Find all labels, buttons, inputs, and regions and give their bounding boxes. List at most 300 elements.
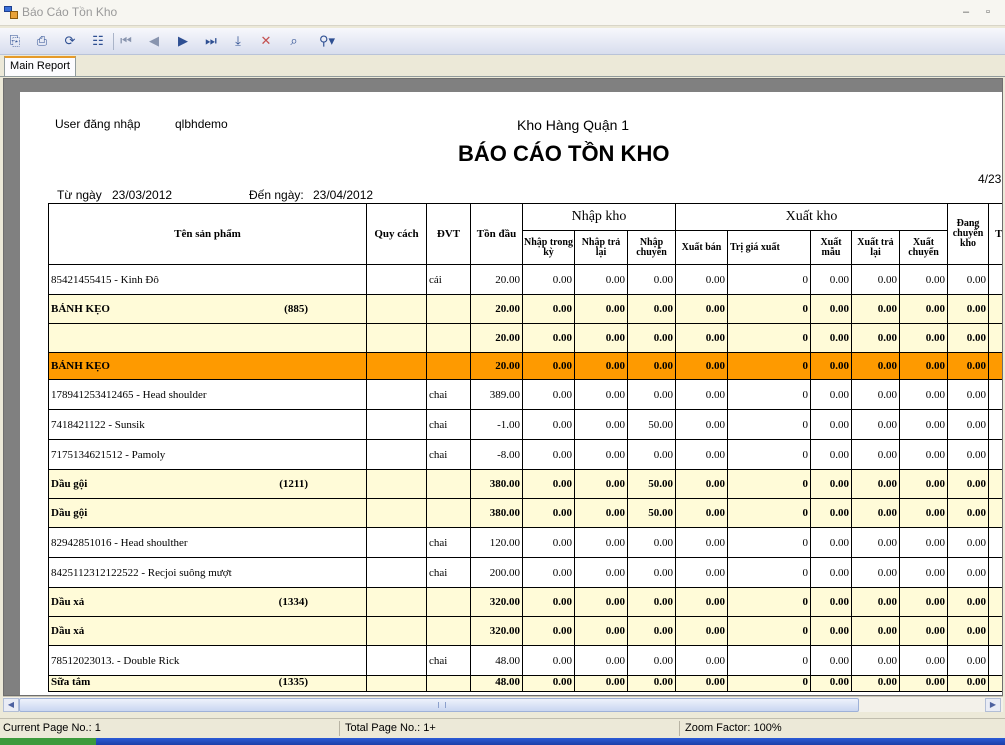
- product-name: Sữa tắm: [51, 676, 91, 688]
- cell-spec: [367, 499, 427, 528]
- scroll-right-button[interactable]: [985, 698, 1001, 712]
- cell-exp-sale: 0.00: [676, 558, 728, 588]
- export-icon: ⎘: [9, 33, 21, 48]
- cell-transit: 0.00: [948, 380, 989, 410]
- first-page-button[interactable]: [115, 31, 137, 51]
- scroll-thumb[interactable]: [19, 698, 859, 712]
- stop-button[interactable]: [255, 31, 277, 51]
- header-export-group: Xuất kho: [676, 204, 948, 231]
- group-code: (885): [284, 303, 308, 315]
- cell-cut-off: [989, 646, 1004, 676]
- table-row: [49, 646, 1004, 676]
- cell-exp-sale: 0.00: [676, 588, 728, 617]
- print-date: 4/23: [978, 172, 1002, 186]
- current-page-status: Current Page No.: 1: [3, 722, 101, 734]
- cell-unit: [427, 470, 471, 499]
- cell-exp-sale: 0.00: [676, 676, 728, 692]
- cell-imp-period: 0.00: [523, 470, 575, 499]
- cell-exp-transfer: 0.00: [900, 470, 948, 499]
- cell-opening: 48.00: [471, 646, 523, 676]
- cell-exp-value: 0: [728, 295, 811, 324]
- cell-imp-transfer: 0.00: [628, 295, 676, 324]
- cell-transit: 0.00: [948, 295, 989, 324]
- cell-spec: [367, 324, 427, 353]
- cell-transit: 0.00: [948, 440, 989, 470]
- header-in-transit: Đang chuyển kho: [948, 204, 989, 265]
- cell-imp-period: 0.00: [523, 380, 575, 410]
- cell-unit: chai: [427, 410, 471, 440]
- cell-cut-off: [989, 470, 1004, 499]
- cell-exp-value: 0: [728, 324, 811, 353]
- cell-exp-transfer: 0.00: [900, 528, 948, 558]
- report-viewer[interactable]: [3, 78, 1003, 696]
- cell-exp-sample: 0.00: [811, 353, 852, 380]
- header-import-in-period: Nhập trong kỳ: [523, 231, 575, 265]
- grip-icon: [438, 702, 446, 708]
- cell-opening: 389.00: [471, 380, 523, 410]
- cell-unit: [427, 676, 471, 692]
- cell-spec: [367, 617, 427, 646]
- cell-exp-return: 0.00: [852, 410, 900, 440]
- search-icon: ⌕: [290, 33, 298, 48]
- cell-unit: chai: [427, 528, 471, 558]
- cell-exp-value: 0: [728, 440, 811, 470]
- cell-imp-return: 0.00: [575, 676, 628, 692]
- product-name: 7418421122 - Sunsik: [51, 418, 145, 431]
- print-button[interactable]: [31, 31, 53, 51]
- total-page-status: Total Page No.: 1+: [345, 722, 436, 734]
- cell-exp-transfer: 0.00: [900, 588, 948, 617]
- cell-exp-sample: 0.00: [811, 528, 852, 558]
- cell-unit: [427, 617, 471, 646]
- table-row: [49, 380, 1004, 410]
- taskbar: [0, 738, 1005, 745]
- cell-exp-transfer: 0.00: [900, 265, 948, 295]
- cell-cut-off: [989, 499, 1004, 528]
- cell-imp-period: 0.00: [523, 440, 575, 470]
- app-icon: [4, 6, 18, 19]
- cell-opening: 20.00: [471, 265, 523, 295]
- cell-imp-period: 0.00: [523, 676, 575, 692]
- cell-exp-value: 0: [728, 380, 811, 410]
- cell-transit: 0.00: [948, 353, 989, 380]
- cell-exp-value: 0: [728, 353, 811, 380]
- cell-product-name: [49, 380, 367, 410]
- cell-spec: [367, 558, 427, 588]
- cell-imp-return: 0.00: [575, 440, 628, 470]
- cell-exp-return: 0.00: [852, 558, 900, 588]
- cell-product-name: [49, 265, 367, 295]
- group-code: (1334): [278, 596, 308, 608]
- table-row: [49, 528, 1004, 558]
- cell-imp-transfer: 0.00: [628, 617, 676, 646]
- product-name: 8425112312122522 - Recjoi suông mượt: [51, 566, 232, 579]
- cell-cut-off: [989, 380, 1004, 410]
- cell-product-name: [49, 528, 367, 558]
- store-name: Kho Hàng Quận 1: [517, 117, 630, 133]
- header-import-group: Nhập kho: [523, 204, 676, 231]
- title-bar: [0, 0, 1005, 26]
- cell-cut-off: [989, 558, 1004, 588]
- cell-imp-period: 0.00: [523, 558, 575, 588]
- cell-imp-transfer: 0.00: [628, 353, 676, 380]
- report-title: BÁO CÁO TỒN KHO: [458, 141, 670, 166]
- cell-exp-sale: 0.00: [676, 410, 728, 440]
- print-icon: ⎙: [36, 33, 48, 48]
- cell-opening: 200.00: [471, 558, 523, 588]
- window-title: Báo Cáo Tồn Kho: [22, 5, 118, 19]
- zoom-dropdown[interactable]: [311, 31, 343, 51]
- zoom-icon: ⚲▾: [318, 33, 336, 48]
- cell-product-name: [49, 410, 367, 440]
- cell-exp-return: 0.00: [852, 588, 900, 617]
- cell-exp-sample: 0.00: [811, 380, 852, 410]
- cell-unit: chai: [427, 558, 471, 588]
- cell-imp-return: 0.00: [575, 588, 628, 617]
- search-button[interactable]: [283, 31, 305, 51]
- group-code: (1335): [278, 676, 308, 688]
- cell-imp-transfer: 0.00: [628, 588, 676, 617]
- cell-imp-period: 0.00: [523, 646, 575, 676]
- cell-exp-value: 0: [728, 617, 811, 646]
- cell-exp-return: 0.00: [852, 617, 900, 646]
- cell-exp-sample: 0.00: [811, 617, 852, 646]
- cell-product-name: [49, 470, 367, 499]
- cell-imp-transfer: 0.00: [628, 265, 676, 295]
- cell-unit: chai: [427, 646, 471, 676]
- cell-opening: -8.00: [471, 440, 523, 470]
- table-row: [49, 410, 1004, 440]
- cell-exp-return: 0.00: [852, 440, 900, 470]
- cell-exp-transfer: 0.00: [900, 676, 948, 692]
- cell-opening: 48.00: [471, 676, 523, 692]
- cell-imp-transfer: 0.00: [628, 558, 676, 588]
- cell-exp-value: 0: [728, 558, 811, 588]
- product-name: BÁNH KẸO: [51, 360, 110, 372]
- next-page-button[interactable]: [172, 31, 194, 51]
- cell-transit: 0.00: [948, 324, 989, 353]
- cell-product-name: [49, 676, 367, 692]
- header-export-sample: Xuất mẫu: [811, 231, 852, 265]
- cell-exp-sale: 0.00: [676, 324, 728, 353]
- cell-cut-off: [989, 353, 1004, 380]
- cell-cut-off: [989, 410, 1004, 440]
- header-export-return: Xuất trả lại: [852, 231, 900, 265]
- cell-transit: 0.00: [948, 646, 989, 676]
- previous-page-icon: ◀: [149, 33, 159, 48]
- cell-cut-off: [989, 676, 1004, 692]
- cell-exp-transfer: 0.00: [900, 440, 948, 470]
- previous-page-button[interactable]: [143, 31, 165, 51]
- cell-exp-sale: 0.00: [676, 380, 728, 410]
- cell-product-name: [49, 324, 367, 353]
- cell-exp-transfer: 0.00: [900, 499, 948, 528]
- cell-opening: 380.00: [471, 470, 523, 499]
- refresh-icon: ⟳: [64, 33, 76, 48]
- cell-transit: 0.00: [948, 265, 989, 295]
- product-name: 85421455415 - Kinh Đô: [51, 273, 159, 286]
- cell-product-name: [49, 646, 367, 676]
- cell-exp-transfer: 0.00: [900, 324, 948, 353]
- cell-exp-sample: 0.00: [811, 558, 852, 588]
- cell-exp-sample: 0.00: [811, 324, 852, 353]
- tab-main-report[interactable]: Main Report: [4, 56, 76, 77]
- cell-imp-period: 0.00: [523, 410, 575, 440]
- product-name: 178941253412465 - Head shoulder: [51, 388, 207, 401]
- cell-unit: cái: [427, 265, 471, 295]
- cell-imp-transfer: 50.00: [628, 499, 676, 528]
- cell-exp-sale: 0.00: [676, 646, 728, 676]
- arrow-left-icon: ◀: [7, 700, 15, 709]
- to-date-value: 23/04/2012: [313, 188, 374, 202]
- cell-exp-sale: 0.00: [676, 499, 728, 528]
- cell-opening: -1.00: [471, 410, 523, 440]
- cell-exp-return: 0.00: [852, 265, 900, 295]
- cell-exp-value: 0: [728, 410, 811, 440]
- stop-icon: ✕: [260, 33, 272, 48]
- header-export-sale: Xuất bán: [676, 231, 728, 265]
- cell-imp-period: 0.00: [523, 295, 575, 324]
- cell-spec: [367, 646, 427, 676]
- cell-exp-return: 0.00: [852, 499, 900, 528]
- group-tree-icon: ☷: [92, 33, 104, 48]
- cell-unit: chai: [427, 440, 471, 470]
- scroll-left-button[interactable]: [3, 698, 19, 712]
- cell-cut-off: [989, 588, 1004, 617]
- cell-exp-sample: 0.00: [811, 646, 852, 676]
- subtotal-row: [49, 499, 1004, 528]
- cell-exp-sample: 0.00: [811, 470, 852, 499]
- cell-imp-return: 0.00: [575, 617, 628, 646]
- cell-cut-off: [989, 617, 1004, 646]
- report-page: [20, 92, 1003, 696]
- cell-exp-return: 0.00: [852, 470, 900, 499]
- product-name: Dầu xả: [51, 596, 85, 608]
- horizontal-scrollbar[interactable]: [3, 696, 1003, 712]
- cell-spec: [367, 380, 427, 410]
- table-row: [49, 265, 1004, 295]
- cell-imp-return: 0.00: [575, 499, 628, 528]
- cell-transit: 0.00: [948, 528, 989, 558]
- product-name: 78512023013. - Double Rick: [51, 654, 180, 667]
- cell-exp-sample: 0.00: [811, 440, 852, 470]
- cell-transit: 0.00: [948, 558, 989, 588]
- goto-page-icon: ⤓: [235, 33, 241, 48]
- cell-imp-transfer: 50.00: [628, 410, 676, 440]
- cell-exp-return: 0.00: [852, 528, 900, 558]
- header-spec: Quy cách: [367, 204, 427, 265]
- arrow-right-icon: ▶: [989, 700, 997, 709]
- cell-imp-return: 0.00: [575, 353, 628, 380]
- cell-exp-value: 0: [728, 265, 811, 295]
- cell-exp-value: 0: [728, 676, 811, 692]
- cell-imp-transfer: 0.00: [628, 676, 676, 692]
- header-import-transfer: Nhập chuyển: [628, 231, 676, 265]
- cell-imp-period: 0.00: [523, 353, 575, 380]
- cell-unit: [427, 588, 471, 617]
- cell-exp-sample: 0.00: [811, 265, 852, 295]
- subtotal-row: [49, 295, 1004, 324]
- cell-opening: 320.00: [471, 588, 523, 617]
- subtotal-row: [49, 324, 1004, 353]
- header-export-transfer: Xuất chuyển: [900, 231, 948, 265]
- refresh-button[interactable]: [59, 31, 81, 51]
- header-unit: ĐVT: [427, 204, 471, 265]
- cell-spec: [367, 588, 427, 617]
- cell-imp-period: 0.00: [523, 499, 575, 528]
- minimize-button[interactable]: –: [962, 6, 970, 18]
- cell-opening: 320.00: [471, 617, 523, 646]
- zoom-status: Zoom Factor: 100%: [685, 722, 782, 734]
- cell-transit: 0.00: [948, 499, 989, 528]
- cell-spec: [367, 676, 427, 692]
- last-page-icon: ⏭: [205, 33, 217, 48]
- from-date-label: Từ ngày: [57, 188, 102, 202]
- cell-exp-sale: 0.00: [676, 265, 728, 295]
- cell-opening: 20.00: [471, 353, 523, 380]
- cell-exp-sample: 0.00: [811, 499, 852, 528]
- cell-spec: [367, 470, 427, 499]
- from-date-value: 23/03/2012: [112, 188, 173, 202]
- table-row: [49, 440, 1004, 470]
- product-name: Dầu gội: [51, 478, 88, 490]
- product-name: Dầu xả: [51, 625, 85, 637]
- header-cut-off: T: [989, 204, 1004, 265]
- cell-unit: [427, 295, 471, 324]
- cell-opening: 380.00: [471, 499, 523, 528]
- cell-exp-return: 0.00: [852, 646, 900, 676]
- group-code: (1211): [279, 478, 308, 490]
- cell-exp-value: 0: [728, 588, 811, 617]
- cell-imp-return: 0.00: [575, 380, 628, 410]
- cell-exp-transfer: 0.00: [900, 380, 948, 410]
- cell-opening: 20.00: [471, 324, 523, 353]
- last-page-button[interactable]: [200, 31, 222, 51]
- cell-imp-return: 0.00: [575, 528, 628, 558]
- cell-product-name: [49, 558, 367, 588]
- cell-unit: [427, 353, 471, 380]
- cell-exp-value: 0: [728, 470, 811, 499]
- subtotal-row: [49, 676, 1004, 692]
- cell-imp-transfer: 0.00: [628, 646, 676, 676]
- cell-imp-return: 0.00: [575, 265, 628, 295]
- cell-exp-value: 0: [728, 499, 811, 528]
- cell-product-name: [49, 499, 367, 528]
- cell-product-name: [49, 353, 367, 380]
- report-tabs: [0, 55, 1005, 77]
- cell-imp-period: 0.00: [523, 617, 575, 646]
- cell-opening: 20.00: [471, 295, 523, 324]
- cell-imp-transfer: 0.00: [628, 380, 676, 410]
- cell-exp-transfer: 0.00: [900, 558, 948, 588]
- cell-spec: [367, 265, 427, 295]
- product-name: BÁNH KẸO: [51, 303, 110, 315]
- cell-exp-transfer: 0.00: [900, 646, 948, 676]
- cell-exp-transfer: 0.00: [900, 295, 948, 324]
- header-export-value: Trị giá xuất: [728, 231, 811, 265]
- group-tree-button[interactable]: [87, 31, 109, 51]
- cell-transit: 0.00: [948, 588, 989, 617]
- cell-imp-return: 0.00: [575, 470, 628, 499]
- cell-imp-period: 0.00: [523, 324, 575, 353]
- cell-product-name: [49, 295, 367, 324]
- first-page-icon: ⏮: [120, 33, 132, 48]
- product-name: 7175134621512 - Pamoly: [51, 448, 166, 461]
- cell-exp-sample: 0.00: [811, 588, 852, 617]
- cell-spec: [367, 353, 427, 380]
- start-button[interactable]: [0, 738, 96, 745]
- cell-exp-transfer: 0.00: [900, 617, 948, 646]
- cell-spec: [367, 410, 427, 440]
- to-date-label: Đến ngày:: [249, 188, 304, 202]
- cell-unit: [427, 324, 471, 353]
- subtotal-row: [49, 588, 1004, 617]
- cell-imp-return: 0.00: [575, 295, 628, 324]
- cell-exp-sample: 0.00: [811, 676, 852, 692]
- cell-product-name: [49, 588, 367, 617]
- cell-exp-value: 0: [728, 528, 811, 558]
- tab-divider: [0, 76, 1005, 77]
- cell-spec: [367, 295, 427, 324]
- cell-imp-period: 0.00: [523, 588, 575, 617]
- cell-imp-transfer: 0.00: [628, 440, 676, 470]
- cell-exp-return: 0.00: [852, 676, 900, 692]
- cell-exp-sample: 0.00: [811, 295, 852, 324]
- cell-cut-off: [989, 295, 1004, 324]
- goto-page-button[interactable]: [227, 31, 249, 51]
- status-bar: [0, 718, 1005, 737]
- cell-exp-sample: 0.00: [811, 410, 852, 440]
- cell-exp-transfer: 0.00: [900, 353, 948, 380]
- cell-exp-sale: 0.00: [676, 470, 728, 499]
- maximize-button[interactable]: ▫: [986, 6, 990, 18]
- cell-exp-value: 0: [728, 646, 811, 676]
- cell-transit: 0.00: [948, 617, 989, 646]
- cell-product-name: [49, 440, 367, 470]
- cell-exp-return: 0.00: [852, 295, 900, 324]
- cell-cut-off: [989, 528, 1004, 558]
- cell-exp-sale: 0.00: [676, 528, 728, 558]
- user-label: User đăng nhập: [55, 117, 141, 131]
- cell-exp-sale: 0.00: [676, 295, 728, 324]
- cell-transit: 0.00: [948, 676, 989, 692]
- cell-exp-sale: 0.00: [676, 617, 728, 646]
- cell-exp-return: 0.00: [852, 324, 900, 353]
- product-name: 82942851016 - Head shoulther: [51, 536, 188, 549]
- table-row: [49, 558, 1004, 588]
- next-page-icon: ▶: [178, 33, 188, 48]
- cell-unit: [427, 499, 471, 528]
- cell-exp-return: 0.00: [852, 353, 900, 380]
- cell-exp-return: 0.00: [852, 380, 900, 410]
- cell-cut-off: [989, 265, 1004, 295]
- header-import-returned: Nhập trả lại: [575, 231, 628, 265]
- export-button[interactable]: [4, 31, 26, 51]
- cell-imp-return: 0.00: [575, 410, 628, 440]
- cell-cut-off: [989, 440, 1004, 470]
- cell-imp-return: 0.00: [575, 558, 628, 588]
- subtotal-row: [49, 617, 1004, 646]
- cell-opening: 120.00: [471, 528, 523, 558]
- header-product-name: Tên sản phẩm: [49, 204, 367, 265]
- cell-exp-sale: 0.00: [676, 440, 728, 470]
- cell-transit: 0.00: [948, 410, 989, 440]
- grand-total-row: [49, 353, 1004, 380]
- cell-unit: chai: [427, 380, 471, 410]
- toolbar-separator: [113, 33, 114, 50]
- cell-imp-transfer: 50.00: [628, 470, 676, 499]
- cell-product-name: [49, 617, 367, 646]
